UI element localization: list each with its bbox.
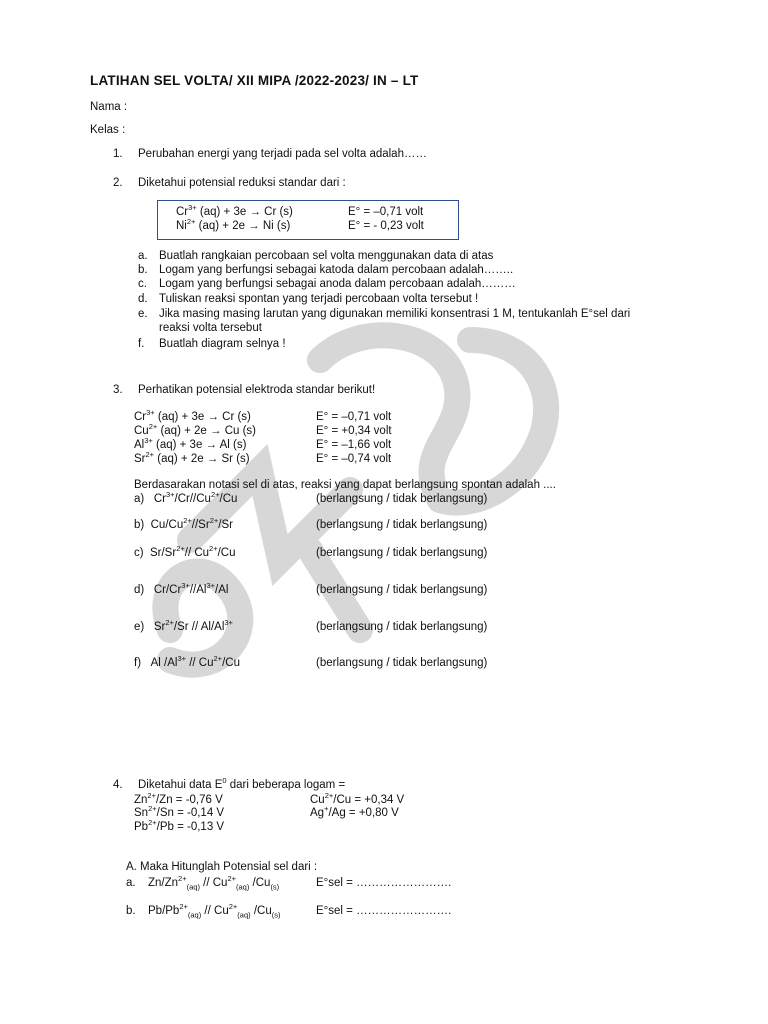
q3-item-d-notation: d) $Cr/Cr^{3+}//Al^{3+}/Al$: [134, 581, 229, 596]
q2-item-b-text: Logam yang berfungsi sebagai katoda dalam percobaan adalah……..: [159, 264, 514, 276]
q2-potential-ni: E° = - 0,23 volt: [348, 220, 424, 232]
q4-data-zn: $Zn^{2+}/Zn = -0,76$ V: [134, 791, 223, 806]
q4-data-cu: $Cu^{2+}/Cu = +0,34$ V: [310, 791, 405, 806]
q3-potential-cr: E° = –0,71 volt: [316, 411, 392, 423]
q3-potential-al: E° = –1,66 volt: [316, 439, 392, 451]
q2-potential-cr: E° = –0,71 volt: [348, 206, 424, 218]
q3-reaction-sr: $Sr^{2+}$ (aq) + 2e → Sr (s): [134, 450, 250, 465]
q3-potential-cu: E° = +0,34 volt: [316, 425, 392, 437]
q4-calc-a-esel: E°sel = …………………….: [316, 877, 452, 889]
q3-item-b-choice: (berlangsung / tidak berlangsung): [316, 519, 488, 531]
q2-item-b-letter: b.: [138, 264, 148, 276]
worksheet-title: LATIHAN SEL VOLTA/ XII MIPA /2022-2023/ IN – LT: [90, 73, 419, 88]
q2-item-e-text-line2: reaksi volta tersebut: [159, 322, 262, 334]
q4-calc-b-notation: $Pb/Pb^{2+}_{(aq)} // Cu^{2+}_{(aq)}$ $/Cu_{(s)}$: [148, 902, 281, 920]
q4-calc-a-notation: $Zn/Zn^{2+}_{(aq)} // Cu^{2+}_{(aq)}$ $/Cu_{(s)}$: [148, 874, 280, 892]
q2-text: Diketahui potensial reduksi standar dari :: [138, 177, 346, 189]
class-label: Kelas :: [90, 124, 126, 136]
q2-reaction-cr: $Cr^{3+}$ (aq) + 3e → Cr (s): [176, 203, 293, 218]
q3-reaction-al: $Al^{3+}$ (aq) + 3e → Al (s): [134, 436, 247, 451]
q4-data-pb: $Pb^{2+}/Pb = -0,13$ V: [134, 818, 225, 833]
q2-item-a-text: Buatlah rangkaian percobaan sel volta menggunakan data di atas: [159, 250, 494, 262]
q4-sub-heading: A. Maka Hitunglah Potensial sel dari :: [126, 861, 318, 873]
q2-reaction-ni: $Ni^{2+}$ (aq) + 2e → Ni (s): [176, 217, 291, 232]
q3-potential-sr: E° = –0,74 volt: [316, 453, 392, 465]
q3-item-a-notation: a) $Cr^{3+}/Cr//Cu^{2+}/Cu$: [134, 490, 238, 505]
name-label: Nama :: [90, 101, 128, 113]
q1-number: 1.: [113, 148, 123, 160]
q3-reaction-cr: $Cr^{3+}$ (aq) + 3e → Cr (s): [134, 408, 251, 423]
q4-calc-a-label: a.: [126, 877, 136, 889]
q3-text: Perhatikan potensial elektroda standar berikut!: [138, 384, 376, 396]
q3-number: 3.: [113, 384, 123, 396]
q3-item-c-choice: (berlangsung / tidak berlangsung): [316, 547, 488, 559]
q3-reaction-cu: $Cu^{2+}$ (aq) + 2e → Cu (s): [134, 422, 257, 437]
q3-question: Berdasarakan notasi sel di atas, reaksi yang dapat berlangsung spontan adalah ....: [134, 479, 556, 491]
q2-item-f-text: Buatlah diagram selnya !: [159, 338, 286, 350]
q3-item-b-notation: b) $Cu/Cu^{2+}//Sr^{2+}/Sr$: [134, 516, 233, 531]
q2-item-c-letter: c.: [138, 278, 147, 290]
q3-item-a-choice: (berlangsung / tidak berlangsung): [316, 493, 488, 505]
q3-item-c-notation: c) $Sr/Sr^{2+}//$ $Cu^{2+}/Cu$: [134, 544, 236, 559]
q2-item-f-letter: f.: [138, 338, 145, 350]
q2-number: 2.: [113, 177, 123, 189]
q3-item-f-notation: f) Al $/Al^{3+} // Cu^{2+}/Cu$: [134, 654, 240, 669]
q4-data-sn: $Sn^{2+}/Sn = -0,14$ V: [134, 804, 225, 819]
q2-item-e-letter: e.: [138, 308, 148, 320]
q2-item-e-text-line1: Jika masing masing larutan yang digunakan memiliki konsentrasi 1 M, tentukanlah E°sel dari: [159, 308, 631, 320]
q2-item-d-letter: d.: [138, 293, 148, 305]
q2-item-d-text: Tuliskan reaksi spontan yang terjadi percobaan volta tersebut !: [159, 293, 479, 305]
q4-calc-b-label: b.: [126, 905, 136, 917]
q4-number: 4.: [113, 779, 123, 791]
q3-item-f-choice: (berlangsung / tidak berlangsung): [316, 657, 488, 669]
q1-text: Perubahan energi yang terjadi pada sel volta adalah……: [138, 148, 427, 160]
q2-item-a-letter: a.: [138, 250, 148, 262]
q3-item-d-choice: (berlangsung / tidak berlangsung): [316, 584, 488, 596]
q3-item-e-choice: (berlangsung / tidak berlangsung): [316, 621, 488, 633]
q4-text: Diketahui data $E^0$ dari beberapa logam =: [138, 776, 346, 791]
q3-item-e-notation: e) $Sr^{2+}/Sr // Al/Al^{3+}$: [134, 618, 233, 633]
q4-calc-b-esel: E°sel = …………………….: [316, 905, 452, 917]
q4-data-ag: Ag+/Ag = +0,80 V: [310, 804, 399, 819]
q2-item-c-text: Logam yang berfungsi sebagai anoda dalam percobaan adalah………: [159, 278, 516, 290]
